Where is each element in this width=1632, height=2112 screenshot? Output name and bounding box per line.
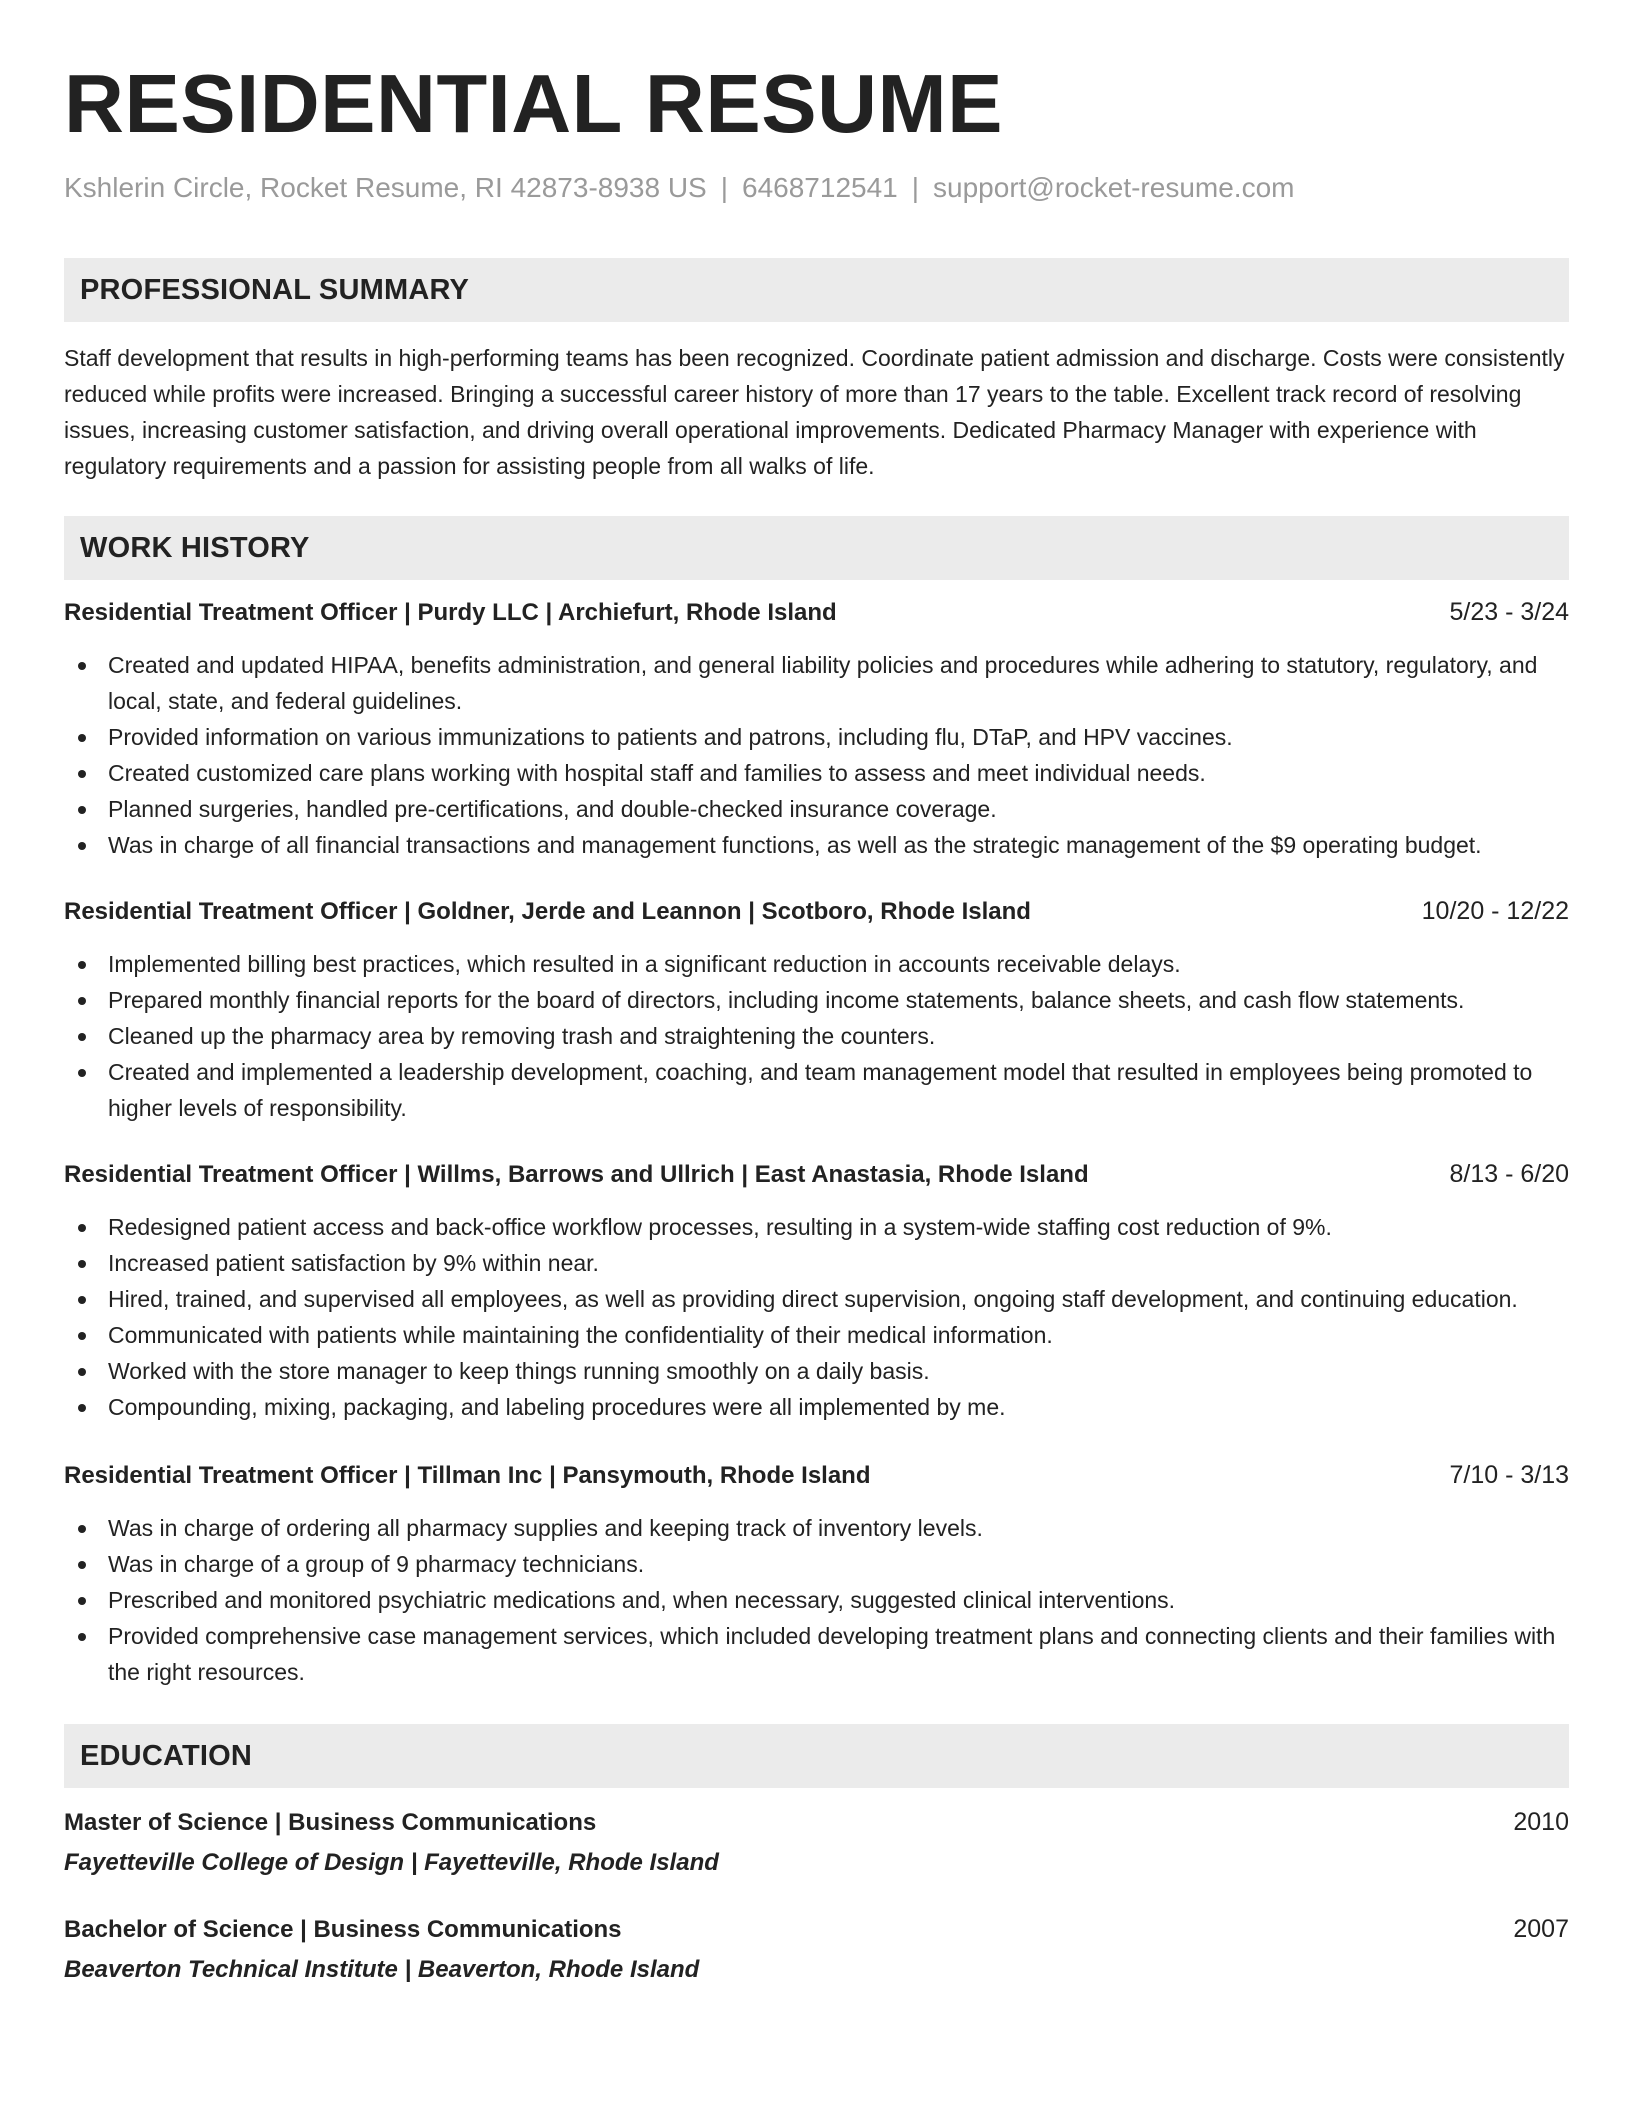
- job-entry: [64, 1457, 1569, 1690]
- job-dates: 10/20 - 12/22: [1421, 897, 1569, 925]
- bullet-icon: [78, 1033, 86, 1041]
- bullet-text: Was in charge of all financial transactions and management functions, as well as the strategic management of the $9 operating budget.: [108, 832, 1482, 858]
- contact-phone: 6468712541: [742, 172, 898, 203]
- bullet-icon: [78, 1368, 86, 1376]
- education-header: [64, 1911, 1569, 1948]
- section-header-education: EDUCATION: [64, 1724, 1569, 1788]
- resume-title: RESIDENTIAL RESUME: [64, 57, 1004, 150]
- contact-email: support@rocket-resume.com: [933, 172, 1295, 203]
- education-list: [64, 1804, 1569, 1988]
- bullet-icon: [78, 1332, 86, 1340]
- job-entry: [64, 893, 1569, 1126]
- bullet-text: Communicated with patients while maintaining the confidentiality of their medical information.: [108, 1322, 1053, 1348]
- education-school: Beaverton Technical Institute | Beaverton, Rhode Island: [64, 1956, 700, 1983]
- bullet-icon: [78, 770, 86, 778]
- list-item: [64, 1317, 1569, 1353]
- list-item: [64, 1546, 1569, 1582]
- bullet-icon: [78, 1296, 86, 1304]
- bullet-text: Planned surgeries, handled pre-certifications, and double-checked insurance coverage.: [108, 796, 997, 822]
- job-title: Residential Treatment Officer | Purdy LLC | Archiefurt, Rhode Island: [64, 599, 837, 626]
- job-bullet-list: [64, 647, 1569, 863]
- list-item: [64, 755, 1569, 791]
- job-title: Residential Treatment Officer | Goldner, Jerde and Leannon | Scotboro, Rhode Island: [64, 898, 1031, 925]
- bullet-icon: [78, 734, 86, 742]
- list-item: [64, 719, 1569, 755]
- bullet-text: Created and updated HIPAA, benefits administration, and general liability policies and procedures while adhering to statutory, regulatory, and local, state, and federal guidelines.: [108, 652, 1538, 714]
- list-item: [64, 1054, 1569, 1126]
- bullet-icon: [78, 662, 86, 670]
- bullet-text: Prepared monthly financial reports for the board of directors, including income statements, balance sheets, and cash flow statements.: [108, 987, 1465, 1013]
- list-item: [64, 1582, 1569, 1618]
- bullet-icon: [78, 842, 86, 850]
- job-title: Residential Treatment Officer | Tillman Inc | Pansymouth, Rhode Island: [64, 1462, 871, 1489]
- bullet-text: Was in charge of ordering all pharmacy supplies and keeping track of inventory levels.: [108, 1515, 983, 1541]
- list-item: [64, 647, 1569, 719]
- bullet-text: Prescribed and monitored psychiatric medications and, when necessary, suggested clinical interventions.: [108, 1587, 1176, 1613]
- job-header: [64, 1156, 1569, 1193]
- list-item: [64, 1018, 1569, 1054]
- contact-separator: |: [911, 172, 920, 203]
- job-bullet-list: [64, 946, 1569, 1126]
- bullet-text: Provided comprehensive case management services, which included developing treatment plans and connecting clients and their families with the right resources.: [108, 1623, 1556, 1685]
- bullet-icon: [78, 1597, 86, 1605]
- bullet-icon: [78, 961, 86, 969]
- list-item: [64, 946, 1569, 982]
- list-item: [64, 1281, 1569, 1317]
- list-item: [64, 1209, 1569, 1245]
- job-header: [64, 893, 1569, 930]
- bullet-icon: [78, 1224, 86, 1232]
- bullet-text: Increased patient satisfaction by 9% within near.: [108, 1250, 599, 1276]
- list-item: [64, 827, 1569, 863]
- education-school: Fayetteville College of Design | Fayetteville, Rhode Island: [64, 1849, 719, 1876]
- job-dates: 5/23 - 3/24: [1449, 598, 1569, 626]
- bullet-icon: [78, 1069, 86, 1077]
- bullet-icon: [78, 1260, 86, 1268]
- job-header: [64, 594, 1569, 631]
- education-degree: Bachelor of Science | Business Communications: [64, 1916, 622, 1943]
- education-year: 2010: [1513, 1808, 1569, 1836]
- contact-address: Kshlerin Circle, Rocket Resume, RI 42873-8938 US: [64, 172, 707, 203]
- bullet-text: Created customized care plans working with hospital staff and families to assess and meet individual needs.: [108, 760, 1206, 786]
- contact-line: [64, 170, 1569, 206]
- list-item: [64, 1618, 1569, 1690]
- education-year: 2007: [1513, 1915, 1569, 1943]
- job-bullet-list: [64, 1510, 1569, 1690]
- bullet-text: Created and implemented a leadership development, coaching, and team management model that resulted in employees being promoted to higher levels of responsibility.: [108, 1059, 1533, 1121]
- job-title: Residential Treatment Officer | Willms, Barrows and Ullrich | East Anastasia, Rhode Island: [64, 1161, 1089, 1188]
- list-item: [64, 1245, 1569, 1281]
- education-header: [64, 1804, 1569, 1841]
- list-item: [64, 1389, 1569, 1425]
- bullet-text: Implemented billing best practices, which resulted in a significant reduction in accounts receivable delays.: [108, 951, 1181, 977]
- list-item: [64, 982, 1569, 1018]
- list-item: [64, 1510, 1569, 1546]
- bullet-text: Worked with the store manager to keep things running smoothly on a daily basis.: [108, 1358, 930, 1384]
- job-entry: [64, 594, 1569, 863]
- summary-text: Staff development that results in high-performing teams has been recognized. Coordinate patient admission and discharge. Costs were consistently reduced while profits were increased. Bringing a successful career history of more than 17 years to the table. Excellent track record of resolving issues, increasing customer satisfaction, and driving overall operational improvements. Dedicated Pharmacy Manager with experience with regulatory requirements and a passion for assisting people from all walks of life.: [64, 345, 1565, 479]
- bullet-text: Was in charge of a group of 9 pharmacy technicians.: [108, 1551, 645, 1577]
- bullet-icon: [78, 1525, 86, 1533]
- work-history-list: [64, 594, 1569, 1690]
- job-header: [64, 1457, 1569, 1494]
- bullet-text: Provided information on various immunizations to patients and patrons, including flu, DTaP, and HPV vaccines.: [108, 724, 1233, 750]
- bullet-text: Compounding, mixing, packaging, and labeling procedures were all implemented by me.: [108, 1394, 1006, 1420]
- job-entry: [64, 1156, 1569, 1425]
- job-bullet-list: [64, 1209, 1569, 1425]
- job-dates: 8/13 - 6/20: [1449, 1160, 1569, 1188]
- bullet-icon: [78, 806, 86, 814]
- contact-separator: |: [720, 172, 729, 203]
- bullet-icon: [78, 997, 86, 1005]
- list-item: [64, 791, 1569, 827]
- section-header-work-history: WORK HISTORY: [64, 516, 1569, 580]
- bullet-text: Cleaned up the pharmacy area by removing trash and straightening the counters.: [108, 1023, 936, 1049]
- list-item: [64, 1353, 1569, 1389]
- education-entry: [64, 1911, 1569, 1988]
- bullet-icon: [78, 1561, 86, 1569]
- bullet-icon: [78, 1404, 86, 1412]
- section-header-summary: PROFESSIONAL SUMMARY: [64, 258, 1569, 322]
- bullet-text: Hired, trained, and supervised all employees, as well as providing direct supervision, ongoing staff development, and continuing education.: [108, 1286, 1518, 1312]
- bullet-text: Redesigned patient access and back-office workflow processes, resulting in a system-wide staffing cost reduction of 9%.: [108, 1214, 1332, 1240]
- education-degree: Master of Science | Business Communications: [64, 1809, 597, 1836]
- education-entry: [64, 1804, 1569, 1881]
- job-dates: 7/10 - 3/13: [1449, 1461, 1569, 1489]
- bullet-icon: [78, 1633, 86, 1641]
